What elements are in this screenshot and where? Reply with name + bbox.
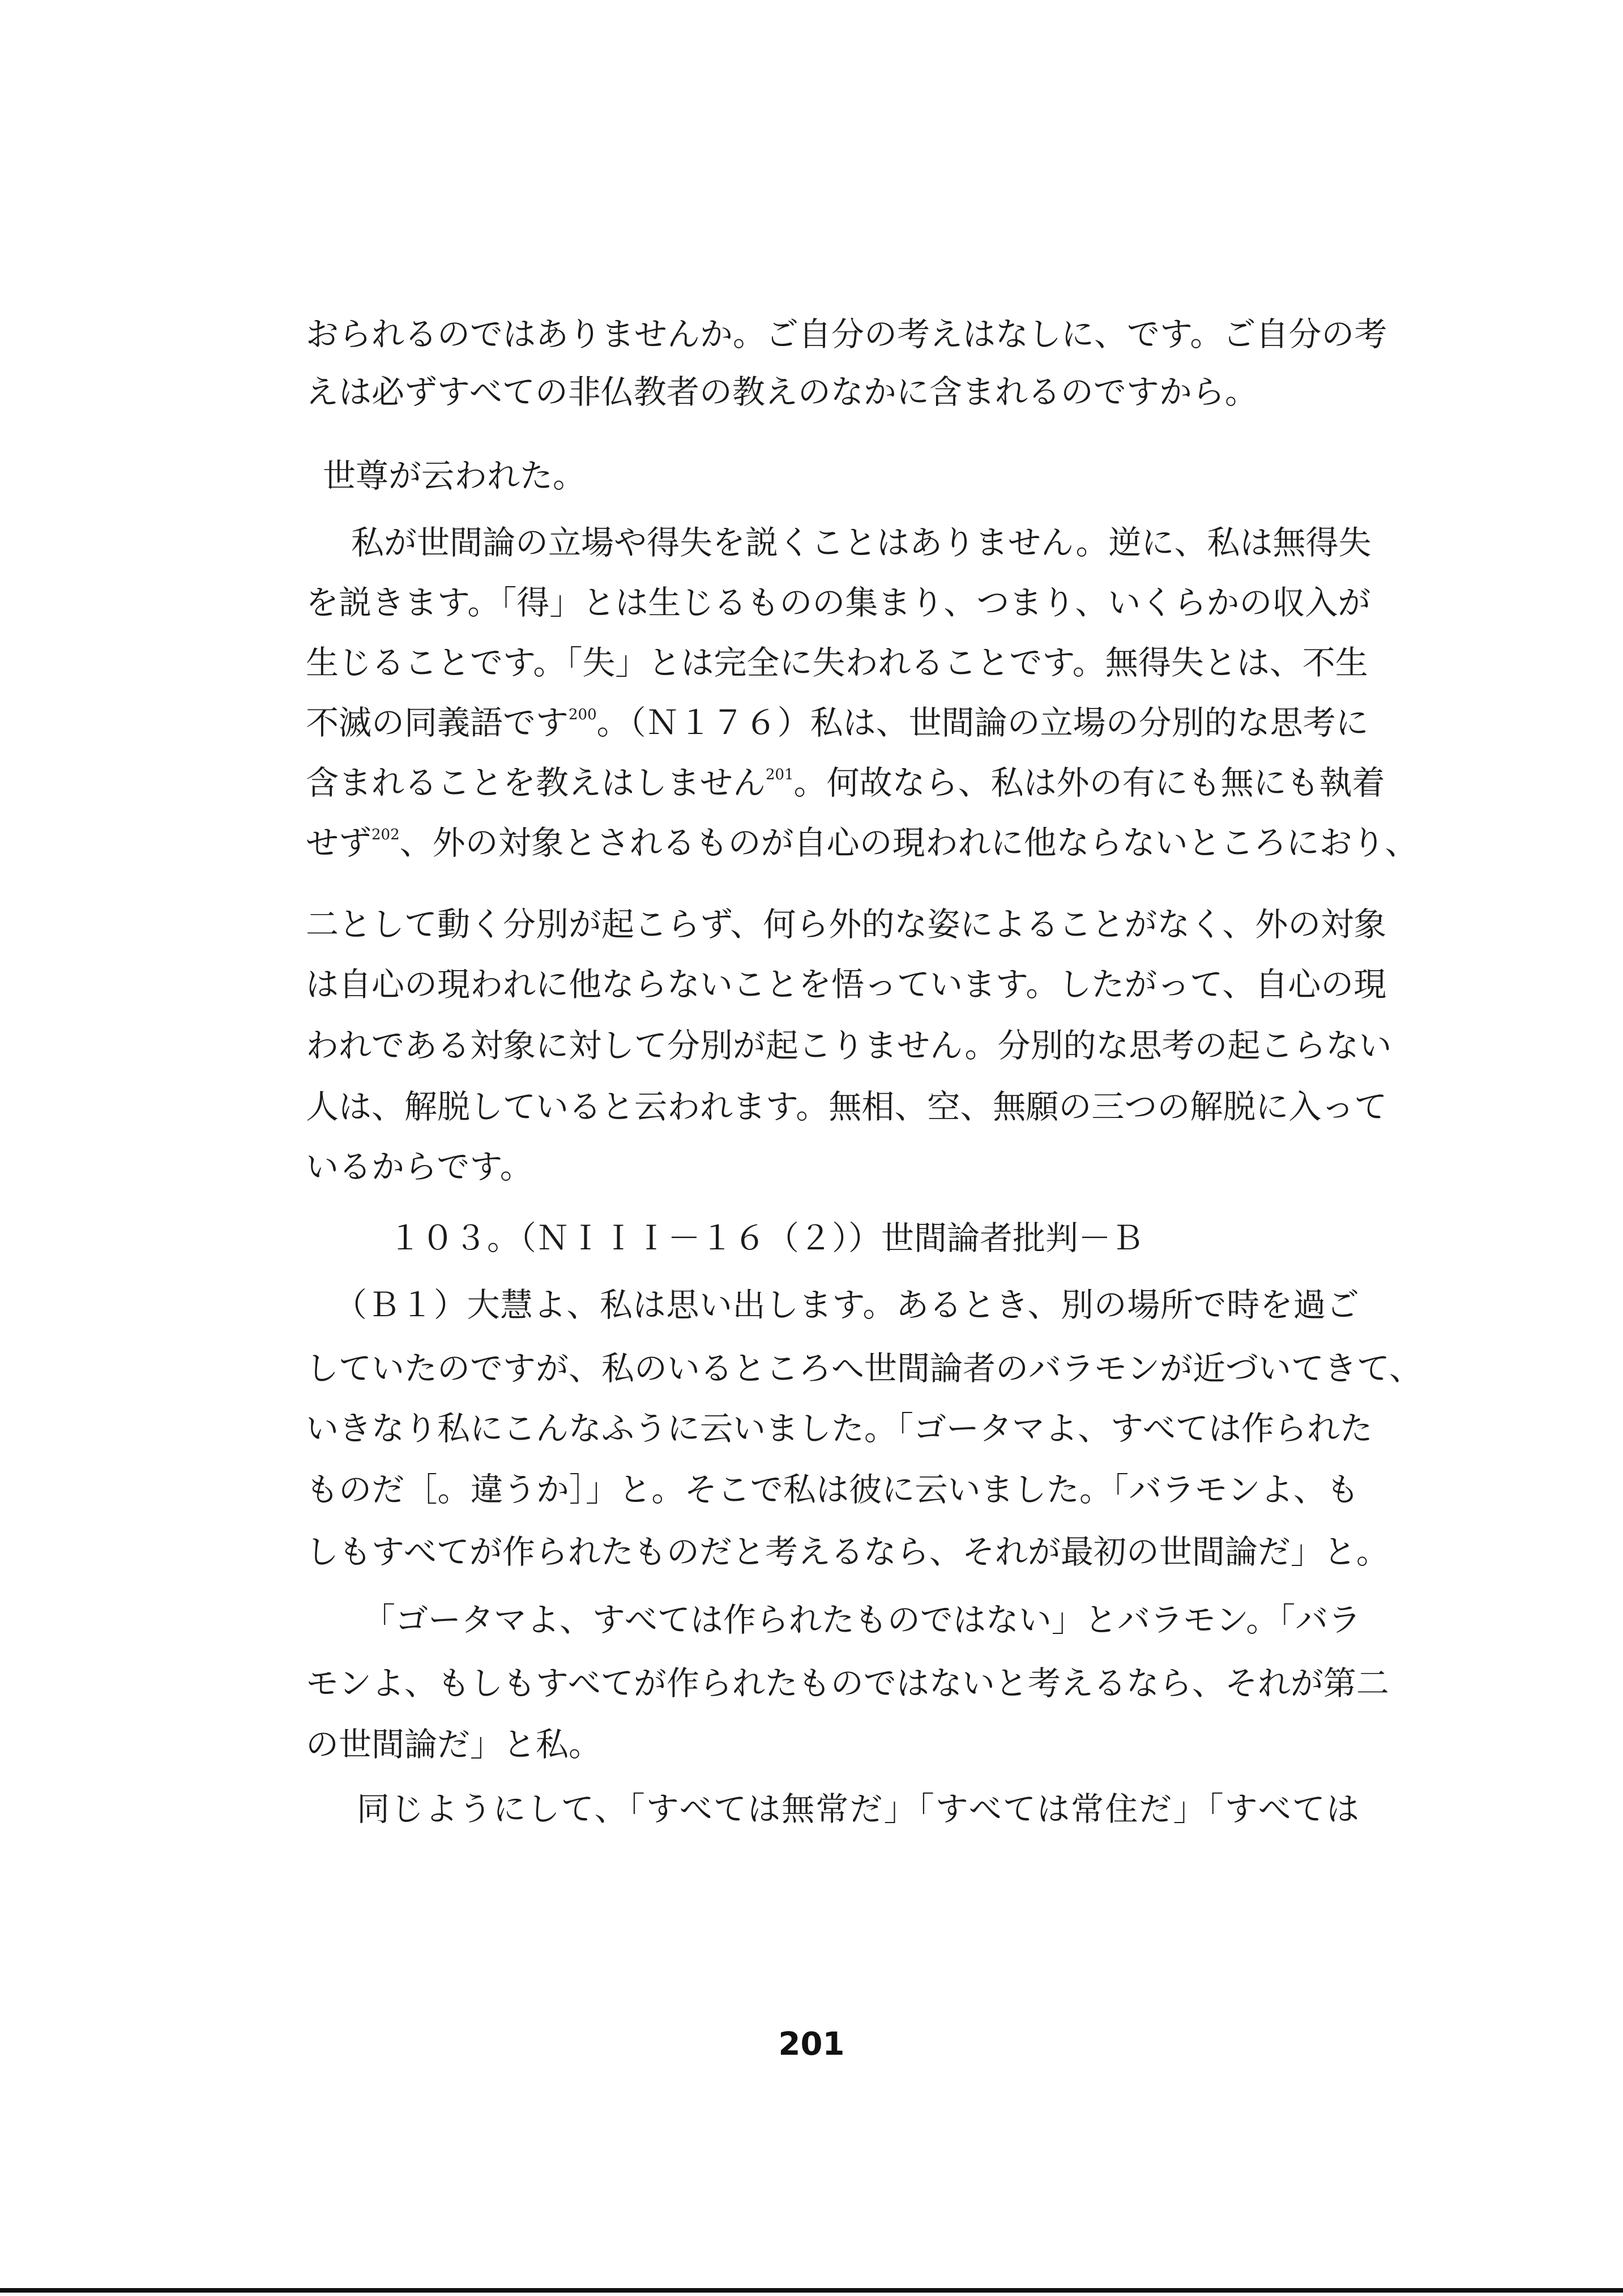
text-line-5: を説きます。「得」とは生じるものの集まり、つまり、いくらかの収入が	[306, 583, 1371, 622]
text-line-1: おられるのではありませんか。ご自分の考えはなしに、です。ご自分の考	[306, 315, 1387, 353]
text-line-9-before: せず	[306, 823, 372, 862]
text-line-7-after: 。（Ｎ１７６）私は、世間論の立場の分別的な思考に	[596, 703, 1369, 742]
text-line-12: われである対象に対して分別が起こりません。分別的な思考の起こらない	[306, 1026, 1392, 1065]
text-line-7	[306, 700, 1369, 745]
text-line-17: していたのですが、私のいるところへ世間論者のバラモンが近づいてきて、	[306, 1349, 1422, 1388]
text-line-11: は自心の現われに他ならないことを悟っています。したがって、自心の現	[306, 965, 1387, 1004]
text-line-8-after: 。何故なら、私は外の有にも無にも執着	[793, 763, 1385, 802]
text-line-24: 同じようにして、「すべては無常だ」「すべては常住だ」「すべては	[357, 1790, 1359, 1828]
text-line-4: 私が世間論の立場や得失を説くことはありません。逆に、私は無得失	[351, 523, 1372, 562]
text-line-22: モンよ、もしもすべてが作られたものではないと考えるなら、それが第二	[306, 1664, 1389, 1702]
scan-edge-line	[0, 2288, 1623, 2293]
footnote-ref-202: 202	[371, 826, 400, 843]
footnote-ref-200: 200	[569, 706, 597, 723]
text-line-23: の世間論だ」と私。	[306, 1725, 602, 1764]
text-line-21: 「ゴータマよ、すべては作られたものではない」とバラモン。「バラ	[362, 1601, 1361, 1639]
text-line-9-after: 、外の対象とされるものが自心の現われに他ならないところにおり、	[399, 823, 1418, 862]
text-line-8	[306, 760, 1385, 805]
section-heading: １０３。（ＮＩＩＩ－１６（２））世間論者批判－Ｂ	[388, 1219, 1144, 1257]
text-line-14: いるからです。	[306, 1147, 533, 1186]
text-line-18: いきなり私にこんなふうに云いました。「ゴータマよ、すべては作られた	[306, 1409, 1373, 1448]
footnote-ref-201: 201	[766, 766, 794, 783]
text-line-16: （Ｂ１）大慧よ、私は思い出します。あるとき、別の場所で時を過ご	[334, 1286, 1359, 1324]
text-line-9	[306, 820, 1418, 865]
text-line-2: えは必ずすべての非仏教者の教えのなかに含まれるのですから。	[306, 373, 1258, 411]
text-line-13: 人は、解脱していると云われます。無相、空、無願の三つの解脱に入って	[306, 1087, 1387, 1126]
speaker-line: 世尊が云われた。	[323, 456, 586, 495]
text-line-6: 生じることです。「失」とは完全に失われることです。無得失とは、不生	[306, 643, 1368, 682]
text-line-8-before: 含まれることを教えはしません	[306, 763, 766, 802]
text-line-19: ものだ［。違うか］」と。そこで私は彼に云いました。「バラモンよ、も	[306, 1470, 1359, 1509]
text-line-7-before: 不滅の同義語です	[306, 703, 569, 742]
page-number: 201	[778, 2026, 845, 2063]
text-line-20: しもすべてが作られたものだと考えるなら、それが最初の世間論だ」と。	[306, 1533, 1389, 1571]
text-line-10: 二として動く分別が起こらず、何ら外的な姿によることがなく、外の対象	[306, 905, 1387, 944]
